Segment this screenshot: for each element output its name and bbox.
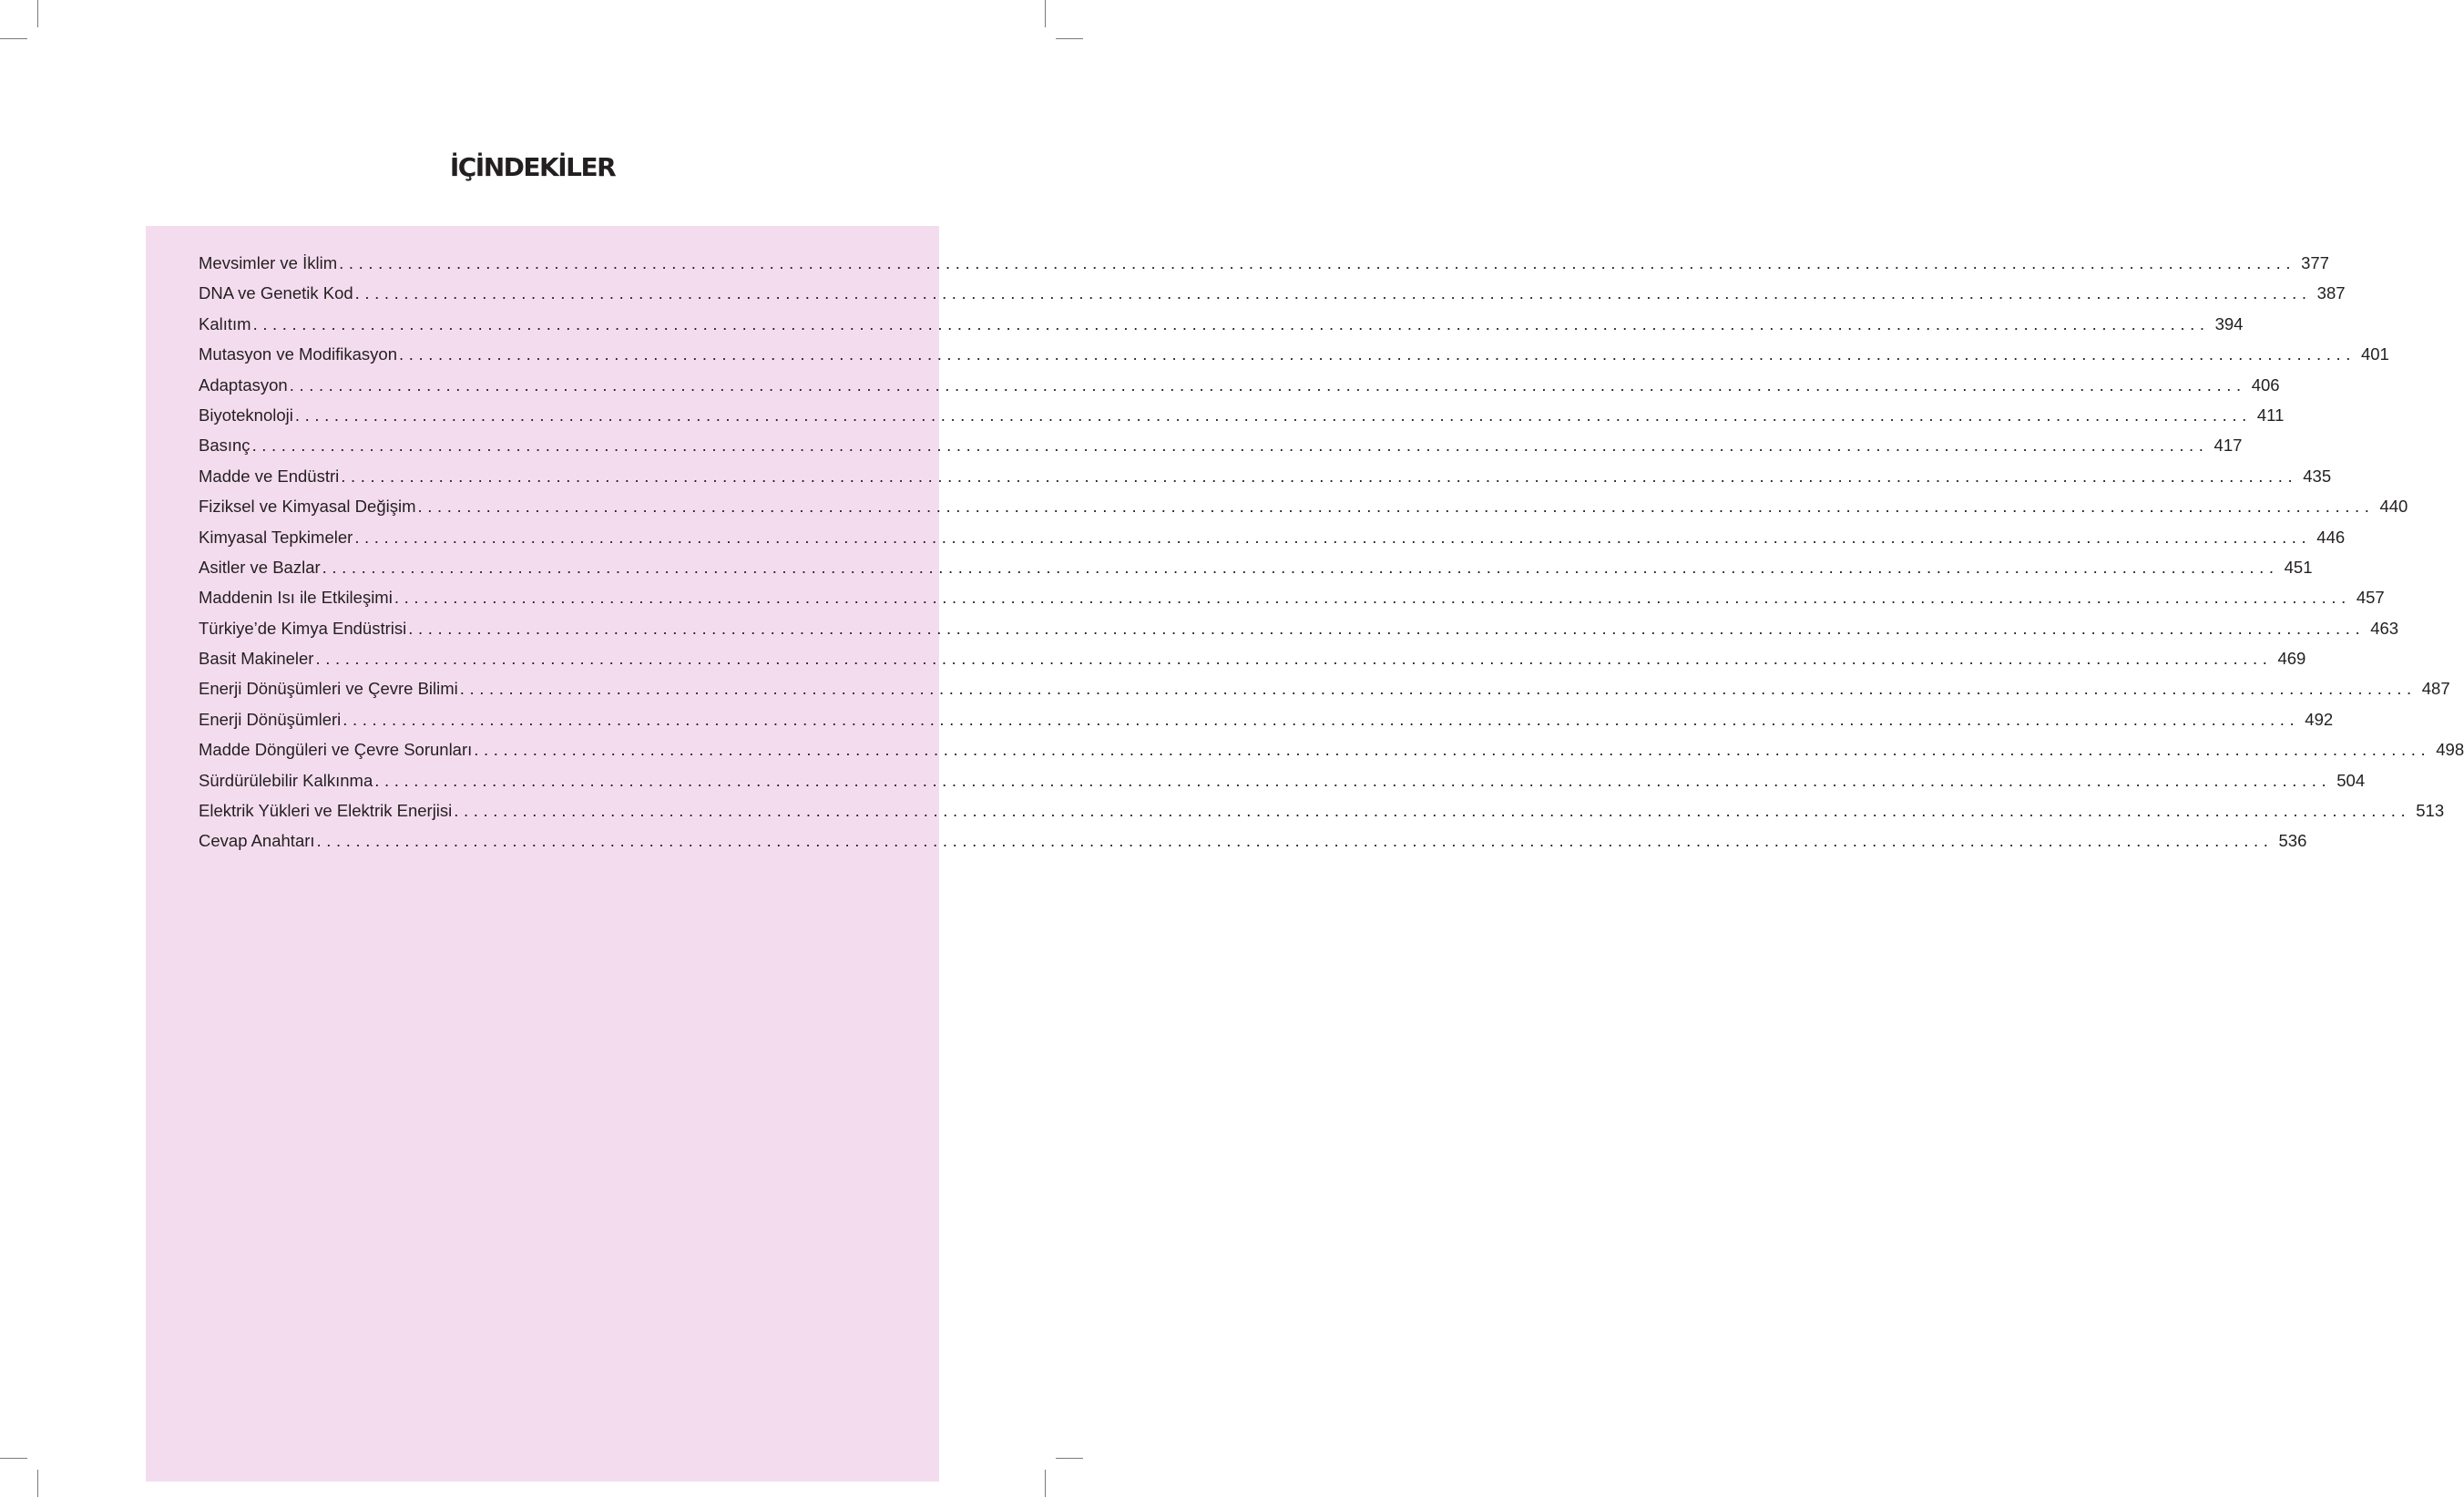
crop-mark <box>1056 1458 1083 1459</box>
toc-leader-dots: ........................................................................................................................................................................................................ <box>394 588 2351 608</box>
toc-entry[interactable] <box>199 278 2346 308</box>
toc-leader-dots: ........................................................................................................................................................................................................ <box>252 313 2210 333</box>
toc-entry-label: Elektrik Yükleri ve Elektrik Enerjisi <box>199 801 453 821</box>
toc-leader-dots: ........................................................................................................................................................................................................ <box>374 770 2332 790</box>
toc-entry-label: Enerji Dönüşümleri <box>199 709 342 729</box>
toc-entry-page: 406 <box>2251 374 2280 395</box>
toc-entry-label: Basınç <box>199 436 250 456</box>
toc-entry-label: DNA ve Genetik Kod <box>199 283 353 303</box>
toc-entry[interactable] <box>199 248 2329 278</box>
toc-leader-dots: ........................................................................................................................................................................................................ <box>289 374 2246 395</box>
toc-entry-page: 446 <box>2316 527 2346 547</box>
toc-entry[interactable] <box>199 339 2389 369</box>
toc-leader-dots: ........................................................................................................................................................................................................ <box>474 740 2431 760</box>
toc-entry-label: Türkiye’de Kimya Endüstrisi <box>199 618 407 638</box>
toc-leader-dots: ........................................................................................................................................................................................................ <box>339 253 2296 272</box>
toc-entry[interactable] <box>199 552 2313 582</box>
toc-entry-label: Sürdürülebilir Kalkınma <box>199 770 373 790</box>
toc-entry-page: 498 <box>2436 740 2464 760</box>
crop-mark <box>0 1458 27 1459</box>
toc-list <box>199 248 2464 856</box>
toc-leader-dots: ........................................................................................................................................................................................................ <box>341 466 2298 486</box>
toc-entry-page: 401 <box>2360 344 2389 364</box>
toc-entry[interactable] <box>199 522 2346 552</box>
toc-entry-label: Maddenin Isı ile Etkileşimi <box>199 588 393 608</box>
crop-mark <box>37 1470 38 1497</box>
toc-entry-page: 411 <box>2256 405 2285 425</box>
crop-mark <box>1056 38 1083 39</box>
toc-entry-label: Kalıtım <box>199 313 251 333</box>
toc-entry-page: 377 <box>2301 253 2329 272</box>
toc-entry-page: 387 <box>2316 283 2346 303</box>
toc-entry-label: Basit Makineler <box>199 649 314 669</box>
toc-entry[interactable] <box>199 309 2244 339</box>
toc-entry[interactable] <box>199 734 2464 764</box>
toc-entry[interactable] <box>199 613 2399 643</box>
toc-leader-dots: ........................................................................................................................................................................................................ <box>251 436 2209 456</box>
toc-entry-page: 469 <box>2277 649 2306 669</box>
crop-mark <box>1045 0 1046 27</box>
toc-leader-dots: ........................................................................................................................................................................................................ <box>417 497 2375 517</box>
toc-entry-page: 536 <box>2278 831 2307 851</box>
toc-entry[interactable] <box>199 765 2366 795</box>
toc-entry[interactable] <box>199 370 2280 400</box>
toc-entry-label: Mevsimler ve İklim <box>199 253 338 272</box>
toc-leader-dots: ........................................................................................................................................................................................................ <box>408 618 2366 638</box>
toc-entry-label: Kimyasal Tepkimeler <box>199 527 353 547</box>
toc-entry-label: Madde Döngüleri ve Çevre Sorunları <box>199 740 473 760</box>
toc-entry-page: 492 <box>2305 709 2334 729</box>
toc-entry-page: 487 <box>2421 679 2450 699</box>
toc-leader-dots: ........................................................................................................................................................................................................ <box>294 405 2252 425</box>
crop-mark <box>37 0 38 27</box>
toc-entry[interactable] <box>199 825 2307 856</box>
toc-entry-page: 451 <box>2284 557 2313 577</box>
crop-mark <box>0 38 27 39</box>
toc-entry-label: Enerji Dönüşümleri ve Çevre Bilimi <box>199 679 458 699</box>
toc-entry-page: 504 <box>2336 770 2366 790</box>
toc-leader-dots: ........................................................................................................................................................................................................ <box>459 679 2417 699</box>
toc-entry-label: Cevap Anahtarı <box>199 831 315 851</box>
crop-mark <box>1045 1470 1046 1497</box>
toc-entry-page: 394 <box>2214 313 2244 333</box>
toc-entry-page: 463 <box>2370 618 2399 638</box>
toc-entry-label: Fiziksel ve Kimyasal Değişim <box>199 497 416 517</box>
toc-entry-label: Asitler ve Bazlar <box>199 557 321 577</box>
toc-entry[interactable] <box>199 430 2243 460</box>
toc-leader-dots: ........................................................................................................................................................................................................ <box>354 527 2312 547</box>
toc-leader-dots: ........................................................................................................................................................................................................ <box>399 344 2356 364</box>
toc-entry-page: 513 <box>2416 801 2445 821</box>
toc-leader-dots: ........................................................................................................................................................................................................ <box>322 557 2279 577</box>
toc-leader-dots: ........................................................................................................................................................................................................ <box>315 649 2273 669</box>
toc-leader-dots: ........................................................................................................................................................................................................ <box>454 801 2411 821</box>
toc-entry[interactable] <box>199 704 2334 734</box>
toc-entry-page: 457 <box>2356 588 2385 608</box>
toc-leader-dots: ........................................................................................................................................................................................................ <box>316 831 2274 851</box>
toc-entry-page: 440 <box>2379 497 2408 517</box>
toc-entry-label: Madde ve Endüstri <box>199 466 340 486</box>
toc-entry-label: Adaptasyon <box>199 374 288 395</box>
toc-entry[interactable] <box>199 400 2285 430</box>
toc-entry[interactable] <box>199 491 2408 521</box>
toc-entry[interactable] <box>199 673 2450 703</box>
toc-entry-label: Mutasyon ve Modifikasyon <box>199 344 397 364</box>
toc-entry[interactable] <box>199 461 2332 491</box>
toc-panel <box>146 226 2464 1482</box>
page-title: İÇİNDEKİLER <box>449 151 616 182</box>
toc-entry-page: 435 <box>2303 466 2332 486</box>
toc-entry-page: 417 <box>2214 436 2243 456</box>
toc-entry-label: Biyoteknoloji <box>199 405 293 425</box>
toc-leader-dots: ........................................................................................................................................................................................................ <box>354 283 2312 303</box>
toc-leader-dots: ........................................................................................................................................................................................................ <box>343 709 2300 729</box>
toc-entry[interactable] <box>199 643 2306 673</box>
toc-entry[interactable] <box>199 582 2385 612</box>
toc-entry[interactable] <box>199 795 2445 825</box>
